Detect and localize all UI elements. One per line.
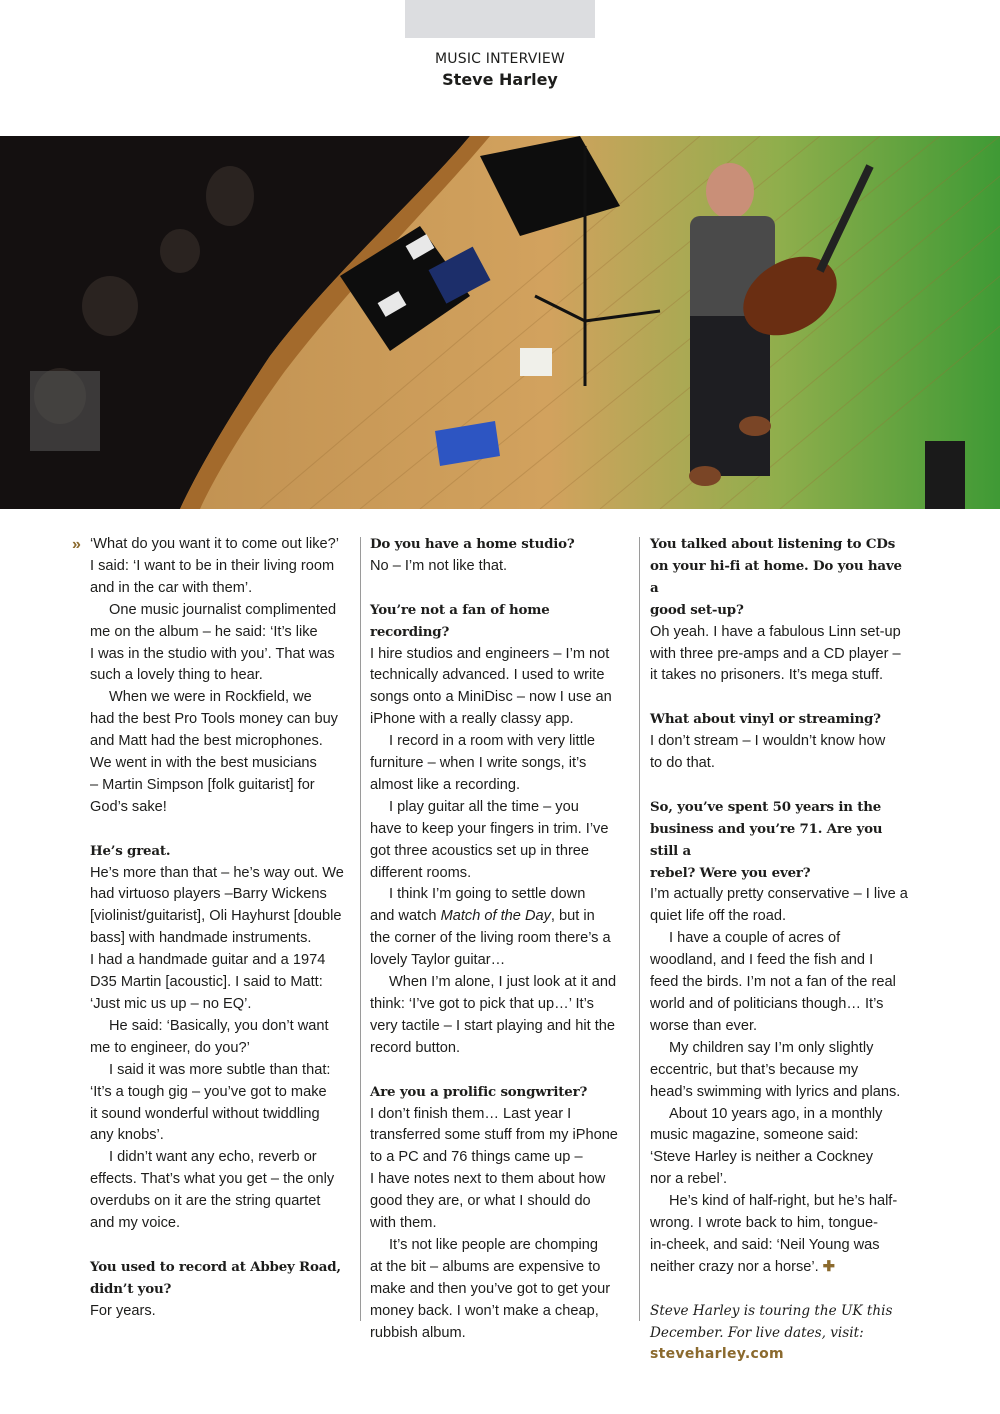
answer-paragraph: It’s not like people are chomping at the bit – albums are expensive to make and then you’ve got to get your money back. I won’t make a cheap, rubbish album. [370,1236,611,1341]
article-column-3 [650,534,912,1366]
column-divider [360,537,361,1321]
answer-paragraph: I didn’t want any echo, reverb or effects. That’s what you get – the only overdubs on it are the string quartet and my voice. [90,1149,335,1232]
interview-question: He’s great. [90,842,171,859]
interview-question: Are you a prolific songwriter? [370,1083,588,1100]
answer-paragraph: For years. [90,1302,156,1319]
answer-paragraph: He’s more than that – he’s way out. We had virtuoso players –Barry Wickens [violinist/guitarist], Oli Hayhurst [double bass] with handmade instruments. I had a handmade guitar and a 1974 D35 Martin [acoustic]. I said to Matt: ‘Just mic us up – no EQ’. [90,864,344,1013]
answer-paragraph: I said it was more subtle than that: ‘It’s a tough gig – you’ve got to make it sound wonderful without twiddling any knobs’. [90,1061,331,1144]
answer-paragraph: I hire studios and engineers – I’m not technically advanced. I used to write songs onto a MiniDisc – now I use an iPhone with a really classy app. [370,645,612,728]
answer-paragraph: I’m actually pretty conservative – I live a quiet life off the road. [650,886,908,925]
answer-paragraph: I don’t stream – I wouldn’t know how to do that. [650,733,886,772]
section-label: MUSIC INTERVIEW [435,51,565,67]
answer-paragraph: ‘What do you want it to come out like?’ I said: ‘I want to be in their living room and in the car with them’. [90,536,340,596]
article-column-1 [90,534,352,1323]
answer-paragraph: About 10 years ago, in a monthly music magazine, someone said: ‘Steve Harley is neither a Cockney nor a rebel’. [650,1105,883,1188]
answer-paragraph: When we were in Rockfield, we had the best Pro Tools money can buy and Matt had the best microphones. We went in with the best musicians – Martin Simpson [folk guitarist] for God’s sake! [90,689,338,815]
header-tab-block [405,0,595,38]
answer-paragraph: I record in a room with very little furniture – when I write songs, it’s almost like a recording. [370,733,596,793]
interview-question: You talked about listening to CDs on your hi-fi at home. Do you have a good set-up? [650,536,902,618]
continued-marker-icon: » [72,536,78,553]
website-link[interactable]: steveharley.com [650,1346,784,1363]
answer-paragraph: My children say I’m only slightly eccentric, but that’s because my head’s swimming with lyrics and plans. [650,1039,901,1100]
answer-paragraph: I don’t finish them… Last year I transferred some stuff from my iPhone to a PC and 76 things came up – I have notes next to them about how good they are, or what I should do with them. [370,1105,618,1232]
answer-paragraph: I play guitar all the time – you have to keep your fingers in trim. I’ve got three acoustics set up in three different rooms. [370,798,609,881]
article-column-2 [370,534,628,1345]
interview-question: You’re not a fan of home recording? [370,601,550,640]
article-title: Steve Harley [442,70,558,89]
hero-photo [0,136,1000,509]
interview-question: You used to record at Abbey Road, didn’t you? [90,1258,341,1297]
answer-paragraph: I think I’m going to settle down and watch Match of the Day, but in the corner of the living room there’s a lovely Taylor guitar… [370,886,611,969]
end-of-article-icon: ✚ [822,1258,836,1275]
column-divider [639,537,640,1321]
answer-paragraph: I have a couple of acres of woodland, and I feed the fish and I feed the birds. I’m not a fan of the real world and of politicians though… It’s worse than ever. [650,930,896,1034]
answer-paragraph: Oh yeah. I have a fabulous Linn set-up with three pre-amps and a CD player – it takes no prisoners. It’s mega stuff. [650,623,901,684]
answer-paragraph: He said: ‘Basically, you don’t want me to engineer, do you?’ [90,1017,329,1056]
answer-paragraph: One music journalist complimented me on the album – he said: ‘It’s like I was in the studio with you’. That was such a lovely thing to hear. [90,601,337,684]
answer-paragraph: No – I’m not like that. [370,557,508,574]
tour-credit: Steve Harley is touring the UK this December. For live dates, visit: [650,1302,893,1341]
page-header [0,49,1000,91]
interview-question: So, you’ve spent 50 years in the business and you’re 71. Are you still a rebel? Were you ever? [650,798,883,881]
answer-paragraph: When I’m alone, I just look at it and think: ‘I’ve got to pick that up…’ It’s very tactile – I start playing and hit the record button. [370,974,617,1056]
interview-question: What about vinyl or streaming? [650,711,881,728]
answer-paragraph: He’s kind of half-right, but he’s half- wrong. I wrote back to him, tongue- in-cheek, and said: ‘Neil Young was neither crazy nor a horse’. ✚ [650,1193,898,1275]
interview-question: Do you have a home studio? [370,536,575,552]
